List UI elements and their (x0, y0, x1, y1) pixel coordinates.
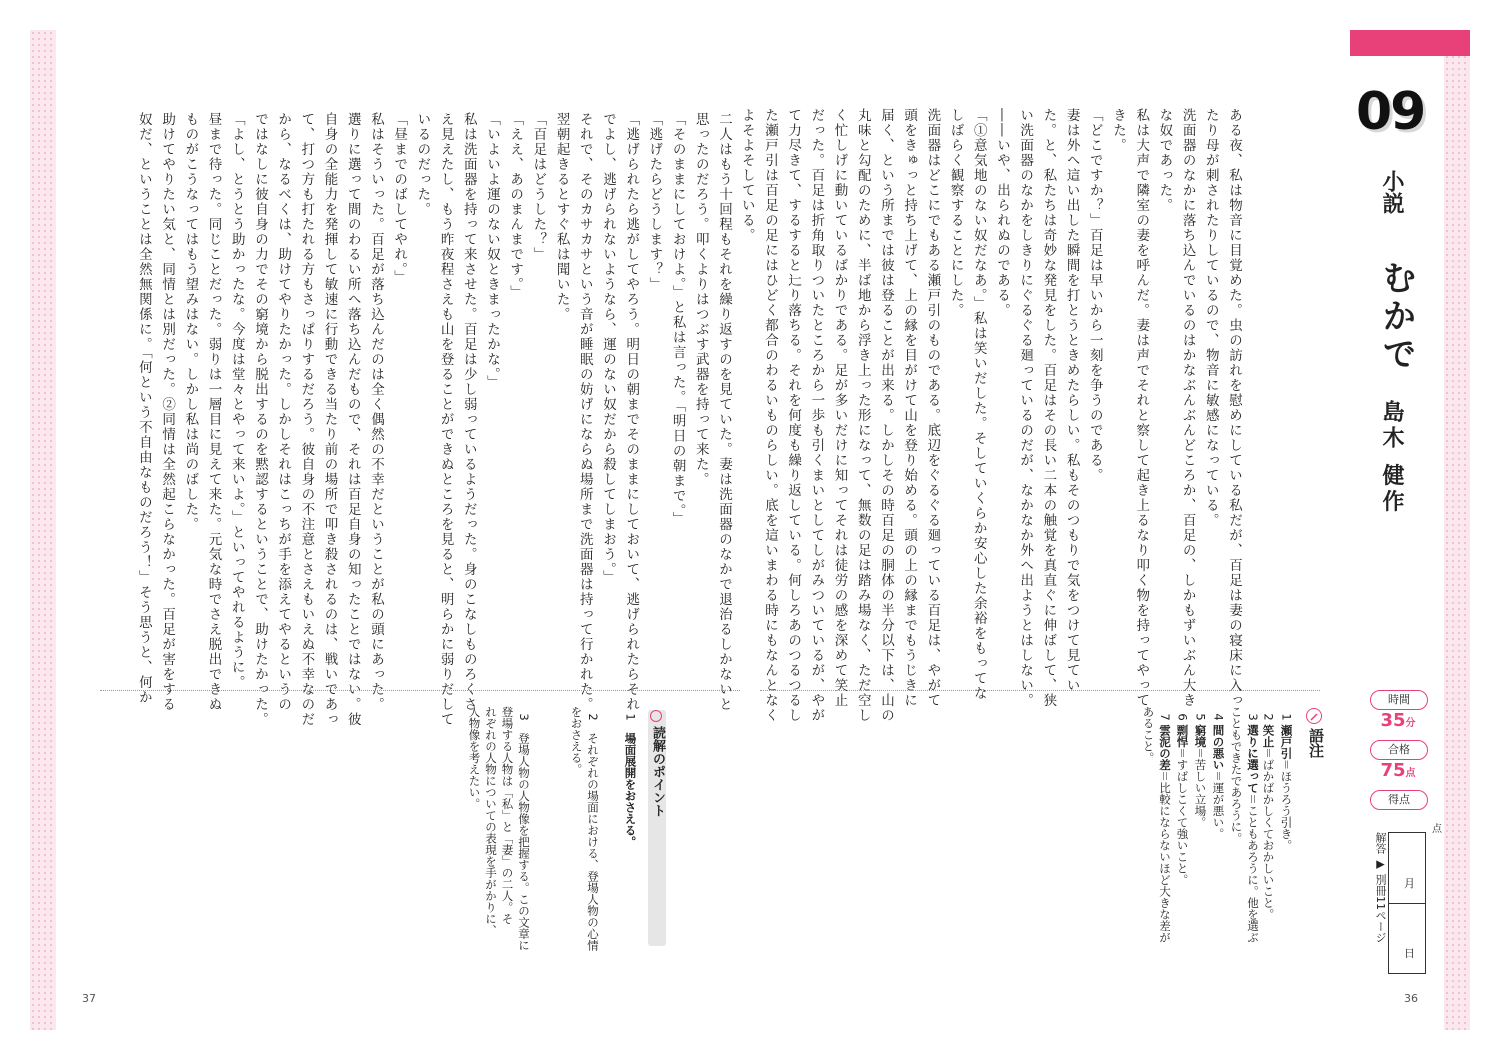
reading-points-heading: 読解のポイント (650, 726, 665, 817)
gloss-num-4: 4 (1211, 713, 1226, 721)
author-name: 島木 健作 (1379, 400, 1404, 516)
time-pill: 時間 (1370, 690, 1428, 710)
genre-label: 小説 (1379, 170, 1404, 214)
gloss-term-7: 雲泥の差 (1158, 724, 1172, 771)
page-number-right: 36 (1404, 992, 1418, 1005)
point-item-1 (622, 706, 655, 847)
main-text-right-page: ある夜、私は物音に目覚めた。虫の訪れを慰めにしている私だが、百足は妻の寝床に入っ たり母が刺されたりしているので、物音に敏感になっている。 洗面器のなかに落ち込んでいるのはかなぶんぶんどころか、百足の、しかもずいぶん大き な奴であった。 私は大声で隣室の妻を呼んだ。妻は声でそれと察して起き上るなり叩く物を持ってやって きた。 「どこですか？」百足は早いから一刻を争うのである。 妻は外へ這い出した瞬間を打とうときめたらしい。私もそのつもりで気をつけて見てい た。と、私たちは奇妙な発見をした。百足はその長い二本の触覚を真直ぐに伸ばして、狭 い洗面器のなかをしきりにぐるぐる廻っているのだが、なかなか外へ出ようとはしない。 ――いや、出られぬのである。 「①意気地のない奴だなあ。」私は笑いだした。そしていくらか安心した余裕をもってな しばらく観察することにした。 洗面器はどこにでもある瀬戸引のものである。底辺をぐるぐる廻っている百足は、やがて 頭をきゅっと持ち上げて、上の縁を目がけて山を登り始める。頭の上の縁までもうじきに 届く、という所までは彼は登ることが出来る。しかしその時百足の胴体の半分以下は、山の 丸味と勾配のために、半ば地から浮き上った形になって、無数の足は踏み場なく、ただ空し く忙しげに動いているばかりである。足が多いだけに知ってそれは徒労の感を深めて笑止 だった。百足は折角取りついたところから一歩も引くまいとしてしがみついているが、やが て力尽きて、するすると辷り落ちる。それを何度も繰り返している。何しろあのつるつるし た瀬戸引は百足の足にはひどく都合のわるいものらしい。底を這いまわる時にもなんとなく よそよそしている。 (738, 108, 1242, 723)
pass-value: 75 (1380, 760, 1406, 781)
main-text-left-page: 二人はもう十回程もそれを繰り返すのを見ていた。妻は洗面器のなかで退治るしかないと 思ったのだろう。叩くよりはつぶす武器を持って来た。 「そのままにしておけよ。」と私は言った。「明日の朝まで。」 「逃げたらどうします？」 「逃げられたら逃がしてやろう。明日の朝までそのままにしておいて、逃げられたらそれ でよし、逃げられないようなら、運のない奴だから殺してしまおう。」 それで、そのカサカサという音が睡眠の妨げにならぬ場所まで洗面器は持って行かれた。 翌朝起きるとすぐ私は聞いた。 「百足はどうした？」 「ええ、あのまんまです。」 「いよいよ運のない奴ときまったかな。」 私は洗面器を持って来させた。百足は少し弱っているようだった。身のこなしものろくさ え見えたし、もう昨夜程さえも山を登ることができぬところを見ると、明らかに弱りだして いるのだった。 「昼までのばしてやれ。」 私はそういった。百足が落ち込んだのは全く偶然の不幸だということが私の頭にあった。 選りに選って間のわるい所へ落ち込んだもので、それは百足自身の知ったことではない。彼 自身の全能力を発揮して敏速に行動できる当たり前の場所で叩き殺されるのは、戦いであっ て、打つ方も打たれる方もさっぱりするだろう。彼自身の不注意とさえもいえぬ不幸なのだ から、なるべくは、助けてやりたかった。しかしそれはこっちが手を添えてやるというの ではなしに彼自身の力でその窮境から脱出するのを黙認するということで、助けたかった。 「よし、とうとう助かったな。今度は堂々とやって来いよ。」といってやれるように。 昼まで待った。同じことだった。弱りは一層目に見えて来た。元気な時でさえ脱出できぬ ものがこうなってはもう望みはない。しかし私は尚のばした。 助けてやりたい気と、同情とは別だった。②同情は全然起こらなかった。百足が害をする 奴だ、ということは全然無関係に。「何という不自由なものだろう！」そう思うと、何か (135, 112, 732, 727)
date-box (1388, 832, 1426, 974)
gloss-num-2: 2 (1261, 713, 1276, 721)
point-text-2: それぞれの場面における、登場人物の心情 をおさえる。 (569, 706, 600, 951)
answer-reference: 解答 ▶ 別冊11ページ (1374, 832, 1387, 943)
gloss-def-5: ＝苦しい立場。 (1193, 747, 1208, 828)
gloss-term-6: 剽悍 (1175, 724, 1190, 748)
point-num-2: 2 (586, 713, 600, 721)
time-value: 35 (1380, 710, 1406, 731)
date-divider (1389, 903, 1425, 904)
gloss-num-6: 6 (1175, 713, 1190, 721)
gloss-term-2: 笑止 (1261, 724, 1276, 748)
gloss-def-2: ＝ばかばかしくておかしいこと。 (1261, 747, 1276, 920)
gloss-def-4: ＝運が悪い。 (1211, 770, 1226, 840)
left-decorative-strip (30, 30, 56, 1030)
score-unit: 点 (1432, 824, 1442, 835)
gloss-num-7: 7 (1158, 713, 1172, 721)
point-text-1: 場面展開をおさえる。 (623, 732, 638, 848)
time-value-wrap (1368, 710, 1428, 731)
gloss-term-5: 窮境 (1193, 724, 1208, 748)
time-unit: 分 (1405, 718, 1416, 729)
gloss-def-6: ＝すばしこくて強いこと。 (1175, 747, 1190, 886)
point-num-3: 3 (517, 713, 531, 721)
month-label: 月 (1404, 877, 1415, 890)
glossary-heading: 語注 (1307, 728, 1325, 758)
day-label: 日 (1404, 947, 1415, 960)
page-number-left: 37 (82, 992, 96, 1005)
gloss-item-7 (1140, 706, 1190, 943)
separator-right (760, 690, 1320, 691)
gloss-def-7: ＝比較にならないほど大きな差が あること。 (1141, 706, 1172, 943)
header-accent-bar (1350, 30, 1470, 56)
point-text-3: 登場人物の人物像を把握する。この文章に 登場する人物は「私」と「妻」の二人。そ れぞれの人物についての表現を手がかりに、 人物像を考えたい。 (467, 706, 531, 951)
pass-unit: 点 (1405, 768, 1416, 779)
point-item-2 (568, 706, 618, 951)
gloss-num-1: 1 (1279, 713, 1294, 721)
gloss-term-1: 瀬戸引 (1279, 724, 1294, 759)
point-item-3 (466, 706, 549, 951)
score-pill: 得点 (1370, 790, 1428, 810)
pass-value-wrap (1368, 760, 1428, 781)
gloss-def-1: ＝ほうろう引き。 (1279, 758, 1294, 851)
gloss-num-3: 3 (1246, 713, 1260, 721)
gloss-term-3: 選りに選って (1246, 724, 1260, 794)
point-num-1: 1 (623, 713, 638, 721)
gloss-term-4: 間の悪い (1211, 724, 1226, 771)
gloss-num-5: 5 (1193, 713, 1208, 721)
work-title: むかで (1376, 260, 1416, 374)
pass-pill: 合格 (1370, 740, 1428, 760)
gloss-def-3: ＝こともあろうに。他を選ぶ こともできたであろうに。 (1229, 706, 1260, 943)
unit-number: 09 (1356, 82, 1425, 142)
separator-left (100, 690, 740, 691)
